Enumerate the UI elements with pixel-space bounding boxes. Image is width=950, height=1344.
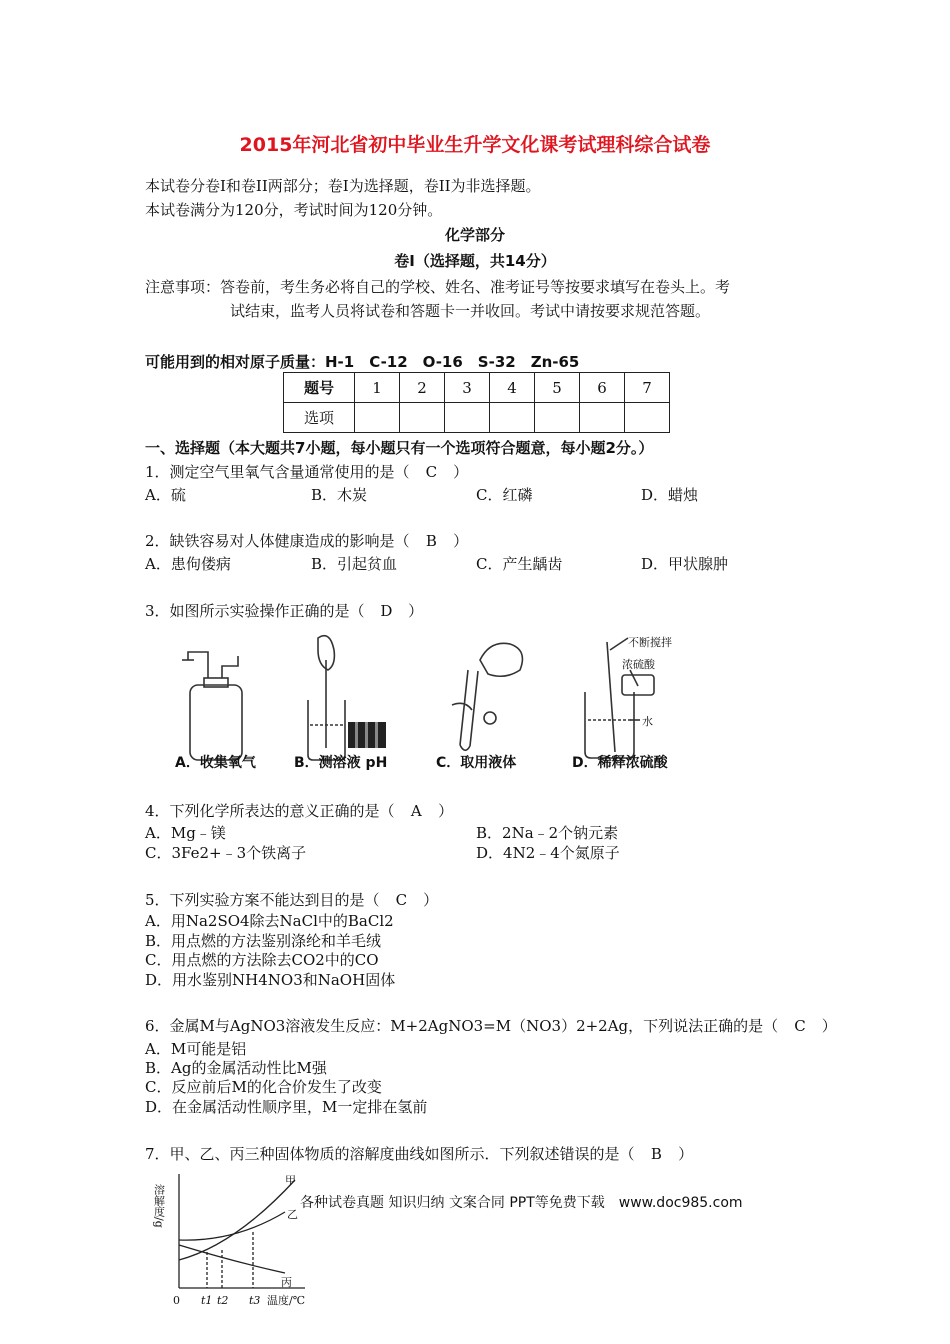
answer-table-number: 2 bbox=[400, 373, 445, 403]
answer-table-number: 4 bbox=[490, 373, 535, 403]
ph-color-chart-icon bbox=[348, 722, 386, 748]
q1-option-b: B．木炭 bbox=[311, 486, 368, 504]
q4-option-b: B．2Na﹣2个钠元素 bbox=[476, 824, 619, 842]
intro-line-1: 本试卷分卷Ⅰ和卷II两部分；卷Ⅰ为选择题，卷II为非选择题。 bbox=[145, 177, 541, 195]
answer-table-header-row bbox=[284, 373, 670, 403]
curve-bing bbox=[179, 1245, 285, 1273]
volume-title: 卷Ⅰ（选择题，共14分） bbox=[394, 252, 556, 270]
q5-option-c: C．用点燃的方法除去CO2中的CO bbox=[145, 951, 379, 969]
question-5-stem bbox=[145, 889, 438, 910]
question-6-stem bbox=[145, 1015, 837, 1036]
answer-table-number: 5 bbox=[535, 373, 580, 403]
caption-a: A．收集氧气 bbox=[175, 755, 256, 771]
gas-bottle-icon bbox=[182, 652, 242, 760]
part-one-heading: 一、选择题（本大题共7小题，每小题只有一个选项符合题意，每小题2分。） bbox=[145, 439, 654, 457]
answer-cell bbox=[490, 403, 535, 433]
question-stem-text: 6．金属M与AgNO3溶液发生反应：M+2AgNO3=M（NO3）2+2Ag，下列说法正确的是（ bbox=[145, 1017, 779, 1035]
answer-cell bbox=[625, 403, 670, 433]
series-bing: 丙 bbox=[281, 1276, 292, 1289]
notice-line-2: 试结束，监考人员将试卷和答题卡一并收回。考试中请按要求规范答题。 bbox=[230, 302, 711, 320]
question-4-stem bbox=[145, 800, 453, 821]
question-close: ） bbox=[453, 463, 469, 481]
curve-jia bbox=[179, 1180, 295, 1260]
answer-table-row-label: 选项 bbox=[284, 403, 355, 433]
series-yi: 乙 bbox=[287, 1208, 298, 1221]
series-jia: 甲 bbox=[285, 1174, 296, 1187]
test-tube-pour-icon bbox=[452, 643, 522, 750]
answer-table-number: 7 bbox=[625, 373, 670, 403]
q4-option-c: C．3Fe2+﹣3个铁离子 bbox=[145, 844, 307, 862]
question-stem-text: 5．下列实验方案不能达到目的是（ bbox=[145, 891, 380, 909]
tick-t2: t2 bbox=[217, 1294, 229, 1307]
beaker-ph-icon bbox=[308, 636, 345, 760]
answer-table-option-row bbox=[284, 403, 670, 433]
q1-option-a: A．硫 bbox=[145, 486, 186, 504]
question-7-stem bbox=[145, 1143, 693, 1164]
q4-option-d: D．4N2﹣4个氮原子 bbox=[476, 844, 620, 862]
label-water: 水 bbox=[642, 715, 653, 728]
caption-b: B．测溶液 pH bbox=[294, 755, 388, 771]
q2-option-b: B．引起贫血 bbox=[311, 555, 398, 573]
answer-table-number: 3 bbox=[445, 373, 490, 403]
q4-option-a: A．Mg﹣镁 bbox=[145, 824, 226, 842]
question-answer: C bbox=[395, 891, 408, 909]
answer-cell bbox=[400, 403, 445, 433]
solubility-curve-figure bbox=[152, 1170, 320, 1310]
intro-line-2: 本试卷满分为120分，考试时间为120分钟。 bbox=[145, 201, 443, 219]
question-close: ） bbox=[408, 602, 424, 620]
question-stem-text: 1．测定空气里氧气含量通常使用的是（ bbox=[145, 463, 410, 481]
answer-cell bbox=[580, 403, 625, 433]
question-close: ） bbox=[423, 891, 439, 909]
q2-option-a: A．患佝偻病 bbox=[145, 555, 231, 573]
question-answer: C bbox=[794, 1017, 806, 1035]
page-title: 2015年河北省初中毕业生升学文化课考试理科综合试卷 bbox=[239, 134, 711, 156]
beaker-dilution-icon bbox=[585, 638, 654, 758]
q6-option-b: B．Ag的金属活动性比M强 bbox=[145, 1059, 327, 1077]
answer-table-header-label: 题号 bbox=[284, 373, 355, 403]
answer-table-number: 6 bbox=[580, 373, 625, 403]
question-answer: C bbox=[425, 463, 438, 481]
answer-cell bbox=[355, 403, 400, 433]
question-answer: A bbox=[410, 802, 422, 820]
question-stem-text: 2．缺铁容易对人体健康造成的影响是（ bbox=[145, 532, 410, 550]
question-answer: B bbox=[425, 532, 437, 550]
answer-table bbox=[283, 372, 670, 433]
q1-option-c: C．红磷 bbox=[476, 486, 533, 504]
answer-cell bbox=[445, 403, 490, 433]
question-close: ） bbox=[438, 802, 454, 820]
answer-table-number: 1 bbox=[355, 373, 400, 403]
q6-option-c: C．反应前后M的化合价发生了改变 bbox=[145, 1078, 382, 1096]
question-answer: D bbox=[380, 602, 393, 620]
question-3-stem bbox=[145, 600, 423, 621]
q5-option-d: D．用水鉴别NH4NO3和NaOH固体 bbox=[145, 971, 396, 989]
caption-d: D．稀释浓硫酸 bbox=[572, 755, 668, 771]
q2-option-d: D．甲状腺肿 bbox=[641, 555, 729, 573]
label-stir: 不断搅拌 bbox=[628, 636, 672, 649]
question-close: ） bbox=[453, 532, 469, 550]
graph-ylabel: 溶解度/g bbox=[152, 1184, 166, 1228]
answer-cell bbox=[535, 403, 580, 433]
section-title: 化学部分 bbox=[444, 226, 505, 244]
label-acid: 浓硫酸 bbox=[622, 658, 655, 671]
question-answer: B bbox=[650, 1145, 662, 1163]
q5-option-a: A．用Na2SO4除去NaCl中的BaCl2 bbox=[145, 912, 394, 930]
question-2-stem bbox=[145, 530, 468, 551]
atomic-mass: 可能用到的相对原子质量：H-1 C-12 O-16 S-32 Zn-65 bbox=[145, 353, 580, 371]
question-stem-text: 4．下列化学所表达的意义正确的是（ bbox=[145, 802, 395, 820]
question-close: ） bbox=[821, 1017, 837, 1035]
question-close: ） bbox=[678, 1145, 694, 1163]
question-stem-text: 7．甲、乙、丙三种固体物质的溶解度曲线如图所示．下列叙述错误的是（ bbox=[145, 1145, 635, 1163]
tick-t1: t1 bbox=[201, 1294, 213, 1307]
question-1-stem bbox=[145, 461, 468, 482]
question-stem-text: 3．如图所示实验操作正确的是（ bbox=[145, 602, 365, 620]
caption-c: C．取用液体 bbox=[436, 755, 517, 771]
graph-origin: 0 bbox=[173, 1294, 180, 1307]
watermark-link[interactable]: 各种试卷真题 知识归纳 文案合同 PPT等免费下载 www.doc985.com bbox=[300, 1195, 743, 1211]
graph-xlabel: 温度/℃ bbox=[267, 1294, 306, 1307]
tick-t3: t3 bbox=[249, 1294, 261, 1307]
q5-option-b: B．用点燃的方法鉴别涤纶和羊毛绒 bbox=[145, 932, 382, 950]
q1-option-d: D．蜡烛 bbox=[641, 486, 699, 504]
notice-line-1: 注意事项：答卷前，考生务必将自己的学校、姓名、准考证号等按要求填写在卷头上。考 bbox=[145, 278, 731, 296]
q2-option-c: C．产生龋齿 bbox=[476, 555, 563, 573]
q6-option-d: D．在金属活动性顺序里，M一定排在氢前 bbox=[145, 1098, 428, 1116]
q6-option-a: A．M可能是铝 bbox=[145, 1040, 247, 1058]
